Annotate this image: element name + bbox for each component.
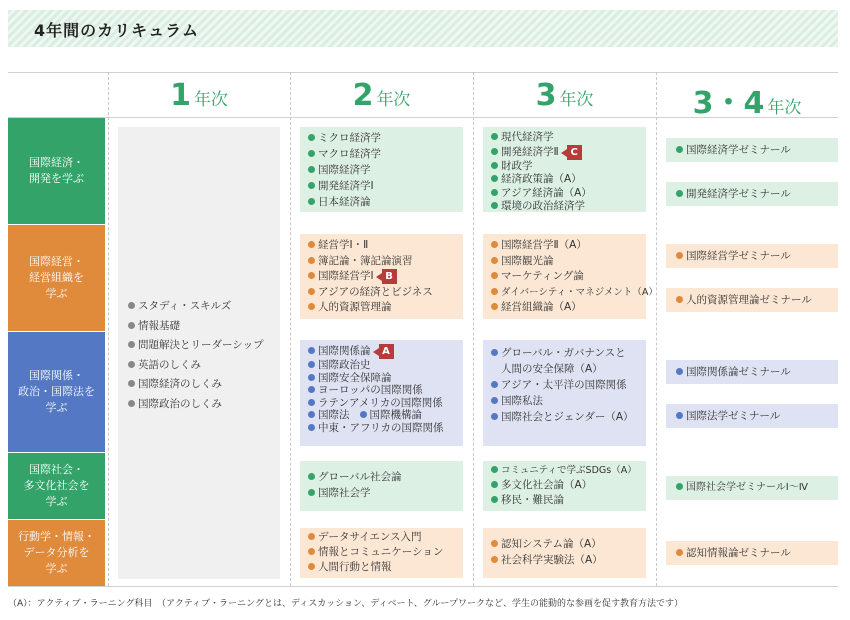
grid-divider bbox=[473, 72, 474, 586]
category-management: 国際経営・ 経営組織を 学ぶ bbox=[8, 225, 105, 331]
seminar-item: 認知情報論ゼミナール bbox=[666, 541, 838, 565]
course-item: 国際政治史 bbox=[308, 359, 455, 372]
case-tag-c: C bbox=[567, 145, 582, 160]
seminar-item: 人的資源管理論ゼミナール bbox=[666, 288, 838, 312]
title-banner bbox=[8, 10, 838, 47]
y3-society-courses bbox=[483, 461, 646, 511]
course-item: 国際関係論 A bbox=[308, 344, 455, 359]
grid-divider bbox=[656, 72, 657, 586]
course-item: 財政学 bbox=[491, 160, 638, 174]
year-header-2: 2 年次 bbox=[352, 78, 411, 113]
course-item: 日本経済論 bbox=[308, 194, 455, 210]
course-item: 人間の安全保障（A） bbox=[501, 363, 603, 375]
course-item: アジア経済論（A） bbox=[491, 187, 638, 201]
course-item: 英語のしくみ bbox=[128, 356, 272, 376]
seminar-item: 国際経済学ゼミナール bbox=[666, 138, 838, 162]
course-item: 情報基礎 bbox=[128, 317, 272, 337]
grid-divider bbox=[108, 72, 109, 586]
course-item: アジア・太平洋の国際関係 bbox=[491, 377, 638, 393]
course-item: ヨーロッパの国際関係 bbox=[308, 384, 455, 397]
course-item: 国際法 国際機構論 bbox=[308, 409, 455, 422]
course-item: 国際社会とジェンダー（A） bbox=[491, 409, 638, 425]
year-header-1: 1 年次 bbox=[170, 78, 228, 113]
course-item: 経営組織論（A） bbox=[491, 300, 638, 316]
course-item: 国際観光論 bbox=[491, 254, 638, 270]
seminar-item: 国際法学ゼミナール bbox=[666, 404, 838, 428]
course-item: 経済政策論（A） bbox=[491, 173, 638, 187]
course-item: 情報とコミュニケーション bbox=[308, 545, 455, 560]
y3-management-courses bbox=[483, 234, 658, 319]
course-item: 人的資源管理論 bbox=[308, 300, 455, 316]
page-title: 4年間のカリキュラム bbox=[34, 21, 199, 40]
course-item: 国際社会学 bbox=[308, 485, 455, 501]
course-item: 国際私法 bbox=[491, 393, 638, 409]
course-item: マーケティング論 bbox=[491, 269, 638, 285]
y2-society-courses bbox=[300, 461, 463, 511]
course-item: 現代経済学 bbox=[491, 131, 638, 145]
seminar-item: 国際関係論ゼミナール bbox=[666, 360, 838, 384]
course-item: 環境の政治経済学 bbox=[491, 200, 638, 214]
course-item: グローバル・ガバナンスと bbox=[491, 345, 638, 361]
course-item: ミクロ経済学 bbox=[308, 130, 455, 146]
course-item: グローバル社会論 bbox=[308, 469, 455, 485]
y3-relations-courses bbox=[483, 340, 646, 446]
course-item: 国際安全保障論 bbox=[308, 372, 455, 385]
case-tag-b: B bbox=[382, 269, 397, 284]
year-header-3-4: 3・4 年次 bbox=[692, 86, 802, 121]
course-item: 社会科学実験法（A） bbox=[491, 552, 638, 568]
course-item: 認知システム論（A） bbox=[491, 536, 638, 552]
year-header-3: 3 年次 bbox=[535, 78, 594, 113]
course-item: 開発経済学Ⅱ C bbox=[491, 145, 638, 160]
course-item: データサイエンス入門 bbox=[308, 530, 455, 545]
category-behavior: 行動学・情報・ データ分析を 学ぶ bbox=[8, 520, 105, 586]
seminar-item: 開発経済学ゼミナール bbox=[666, 182, 838, 206]
y2-economics-courses bbox=[300, 127, 463, 212]
year1-course-list bbox=[118, 127, 280, 579]
case-tag-a: A bbox=[379, 344, 394, 359]
course-item: 国際経済のしくみ bbox=[128, 375, 272, 395]
category-economics: 国際経済・ 開発を学ぶ bbox=[8, 118, 105, 224]
y2-management-courses bbox=[300, 234, 463, 319]
grid-line bbox=[8, 586, 838, 587]
course-item: ダイバーシティ・マネジメント（A） bbox=[491, 285, 638, 301]
course-item: 開発経済学Ⅰ bbox=[308, 178, 455, 194]
seminar-item: 国際社会学ゼミナールⅠ〜Ⅳ bbox=[666, 476, 838, 500]
course-item: 国際経営学Ⅱ（A） bbox=[491, 238, 638, 254]
y2-behavior-courses bbox=[300, 528, 463, 578]
y3-behavior-courses bbox=[483, 528, 646, 578]
course-item: 国際政治のしくみ bbox=[128, 395, 272, 415]
course-item: 人間行動と情報 bbox=[308, 560, 455, 575]
course-item: 簿記論・簿記論演習 bbox=[308, 254, 455, 270]
course-item: マクロ経済学 bbox=[308, 146, 455, 162]
y2-relations-courses bbox=[300, 340, 463, 446]
grid-divider bbox=[290, 72, 291, 586]
category-relations: 国際関係・ 政治・国際法を 学ぶ bbox=[8, 332, 105, 452]
course-item: コミュニティで学ぶSDGs（A） bbox=[491, 463, 638, 478]
course-item: スタディ・スキルズ bbox=[128, 297, 272, 317]
grid-line bbox=[8, 72, 838, 73]
course-item: 中東・アフリカの国際関係 bbox=[308, 422, 455, 435]
seminar-item: 国際経営学ゼミナール bbox=[666, 244, 838, 268]
course-item: 国際経済学 bbox=[308, 162, 455, 178]
course-item: 移民・難民論 bbox=[491, 493, 638, 508]
category-society: 国際社会・ 多文化社会を 学ぶ bbox=[8, 453, 105, 519]
course-item: アジアの経済とビジネス bbox=[308, 285, 455, 301]
y3-economics-courses bbox=[483, 127, 646, 212]
course-item: 経営学Ⅰ・Ⅱ bbox=[308, 238, 455, 254]
course-item: ラテンアメリカの国際関係 bbox=[308, 397, 455, 410]
course-item: 多文化社会論（A） bbox=[491, 478, 638, 493]
course-item: 問題解決とリーダーシップ bbox=[128, 336, 272, 356]
footnote: （A）：アクティブ・ラーニング科目 （アクティブ・ラーニングとは、ディスカッション、ディベート、グループワークなど、学生の能動的な参画を促す教育方法です） bbox=[8, 599, 684, 609]
course-item: 国際経営学Ⅰ B bbox=[308, 269, 455, 285]
